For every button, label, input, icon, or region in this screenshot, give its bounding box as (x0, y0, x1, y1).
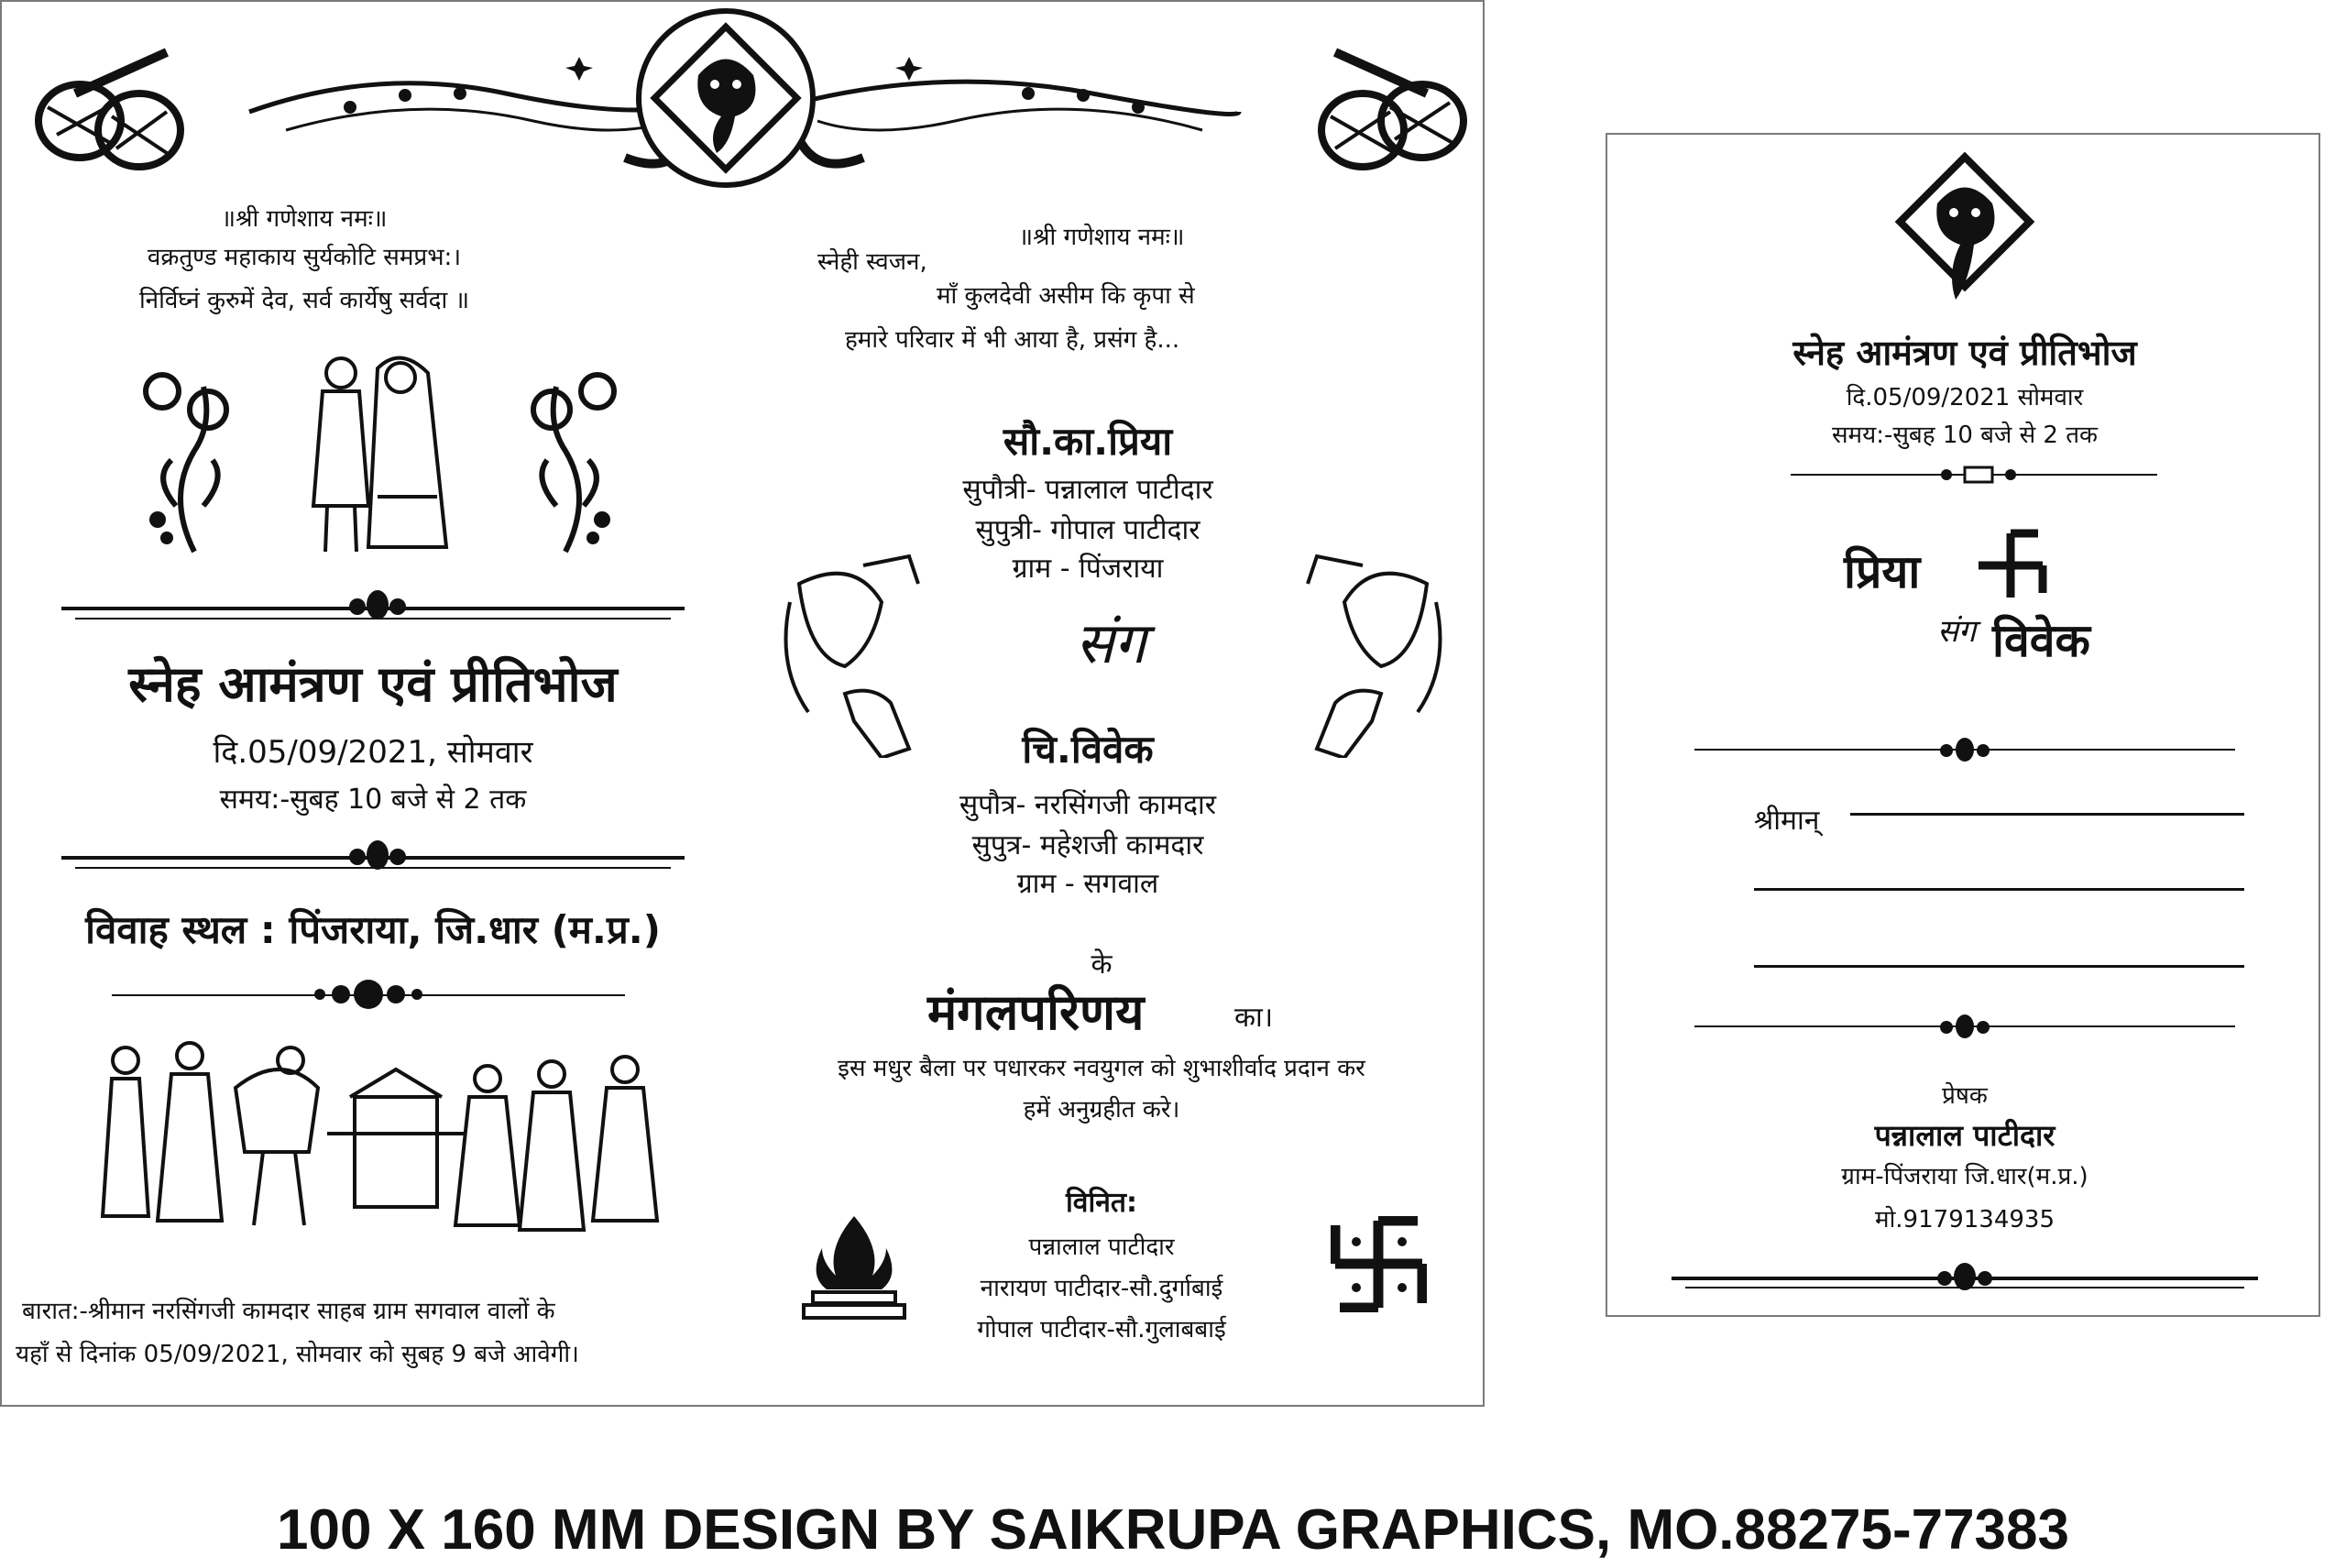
lotus-ornament-icon (1933, 736, 1997, 763)
dhol-drum-icon (29, 43, 190, 171)
shloka-line-1: वक्रतुण्ड महाकाय सुर्यकोटि समप्रभ:। (147, 244, 462, 271)
havan-fire-icon (799, 1212, 909, 1321)
lotus-ornament-icon (341, 587, 414, 623)
rose-flower-icon (139, 359, 240, 561)
bride-groom-icon (291, 350, 455, 561)
bride-relation-1: सुपौत्री- पन्नालाल पाटीदार (962, 474, 1213, 506)
address-line (1754, 965, 2244, 968)
lotus-ornament-icon (1933, 1013, 1997, 1040)
baraat-line-2: यहाँ से दिनांक 05/09/2021, सोमवार को सुबह 9 बजे आवेगी। (16, 1341, 579, 1368)
ceremony-title: मंगलपरिणय (927, 983, 1145, 1041)
ganesha-icon (634, 6, 817, 190)
groom-relation-1: सुपौत्र- नरसिंगजी कामदार (959, 789, 1217, 821)
addressee-label: श्रीमान् (1754, 805, 1820, 837)
groom-relation-2: सुपुत्र- महेशजी कामदार (971, 829, 1204, 861)
ganesha-icon (1887, 144, 2043, 318)
left-invocation: ॥श्री गणेशाय नमः॥ (221, 205, 388, 233)
envelope-bride: प्रिया (1844, 545, 1921, 598)
sender-address: ग्राम-पिंजराया जि.धार(म.प्र.) (1841, 1163, 2088, 1190)
dhol-drum-icon (1312, 43, 1473, 171)
address-line (1850, 813, 2244, 816)
divider-ornament (1928, 465, 2029, 485)
bride-face-motif (772, 547, 937, 758)
address-line (1754, 888, 2244, 891)
vinit-line-1: पन्नालाल पाटीदार (1028, 1234, 1175, 1261)
swastika-flourish (1965, 520, 2066, 611)
lotus-ornament-icon (341, 837, 414, 873)
vinit-label: विनित: (1066, 1187, 1137, 1219)
ka-text: का। (1234, 1002, 1274, 1034)
swastika-icon (1331, 1216, 1427, 1312)
left-date: दि.05/09/2021, सोमवार (213, 734, 533, 771)
envelope-groom: विवेक (1992, 614, 2090, 667)
lotus-ornament-icon (1928, 1260, 2001, 1293)
shloka-line-2: निर्विघ्नं कुरुमें देव, सर्व कार्येषु सर्वदा ॥ (138, 287, 470, 314)
bride-name: सौ.का.प्रिया (1003, 419, 1173, 464)
bride-village: ग्राम - पिंजराया (1012, 553, 1164, 585)
sender-label: प्रेषक (1942, 1082, 1988, 1110)
sender-name: पन्नालाल पाटीदार (1874, 1118, 2055, 1153)
vinit-line-3: गोपाल पाटीदार-सौ.गुलाबबाई (977, 1316, 1226, 1343)
groom-face-motif (1289, 547, 1454, 758)
sang-text: संग (1075, 609, 1146, 676)
intro-line-2: हमारे परिवार में भी आया है, प्रसंग है... (845, 326, 1180, 354)
groom-village: ग्राम - सगवाल (1016, 868, 1159, 900)
venue: विवाह स्थल : पिंजराया, जि.धार (म.प्र.) (85, 907, 661, 952)
envelope-date: दि.05/09/2021 सोमवार (1846, 384, 2084, 411)
right-invocation: ॥श्री गणेशाय नमः॥ (1018, 224, 1185, 251)
lotus-ornament-icon (309, 976, 428, 1013)
baraat-line-1: बारात:-श्रीमान नरसिंगजी कामदार साहब ग्राम सगवाल वालों के (22, 1298, 555, 1325)
request-line-1: इस मधुर बैला पर पधारकर नवयुगल को शुभाशीर्वाद प्रदान कर (838, 1055, 1365, 1082)
ke-text: के (1091, 948, 1113, 981)
rose-flower-icon (520, 359, 620, 561)
greeting: स्नेही स्वजन, (817, 248, 927, 276)
sender-phone: मो.9179134935 (1875, 1206, 2055, 1234)
envelope-sang: संग (1937, 613, 1977, 650)
vinit-line-2: नारायण पाटीदार-सौ.दुर्गाबाई (980, 1275, 1223, 1302)
groom-name: चि.विवेक (1022, 727, 1154, 772)
left-time: समय:-सुबह 10 बजे से 2 तक (219, 784, 527, 816)
intro-line-1: माँ कुलदेवी असीम कि कृपा से (937, 282, 1195, 310)
envelope-card (1606, 133, 2320, 1317)
left-heading: स्नेह आमंत्रण एवं प्रीतिभोज (128, 655, 618, 713)
envelope-heading: स्नेह आमंत्रण एवं प्रीतिभोज (1792, 333, 2137, 373)
bride-relation-2: सुपुत्री- गोपाल पाटीदार (975, 514, 1200, 546)
baraat-procession-icon (98, 1033, 666, 1262)
footer-credit: 100 X 160 MM DESIGN BY SAIKRUPA GRAPHICS, MO.88275-77383 (277, 1498, 2069, 1562)
request-line-2: हमें अनुग्रहीत करे। (1023, 1096, 1180, 1124)
envelope-time: समय:-सुबह 10 बजे से 2 तक (1831, 422, 2099, 449)
